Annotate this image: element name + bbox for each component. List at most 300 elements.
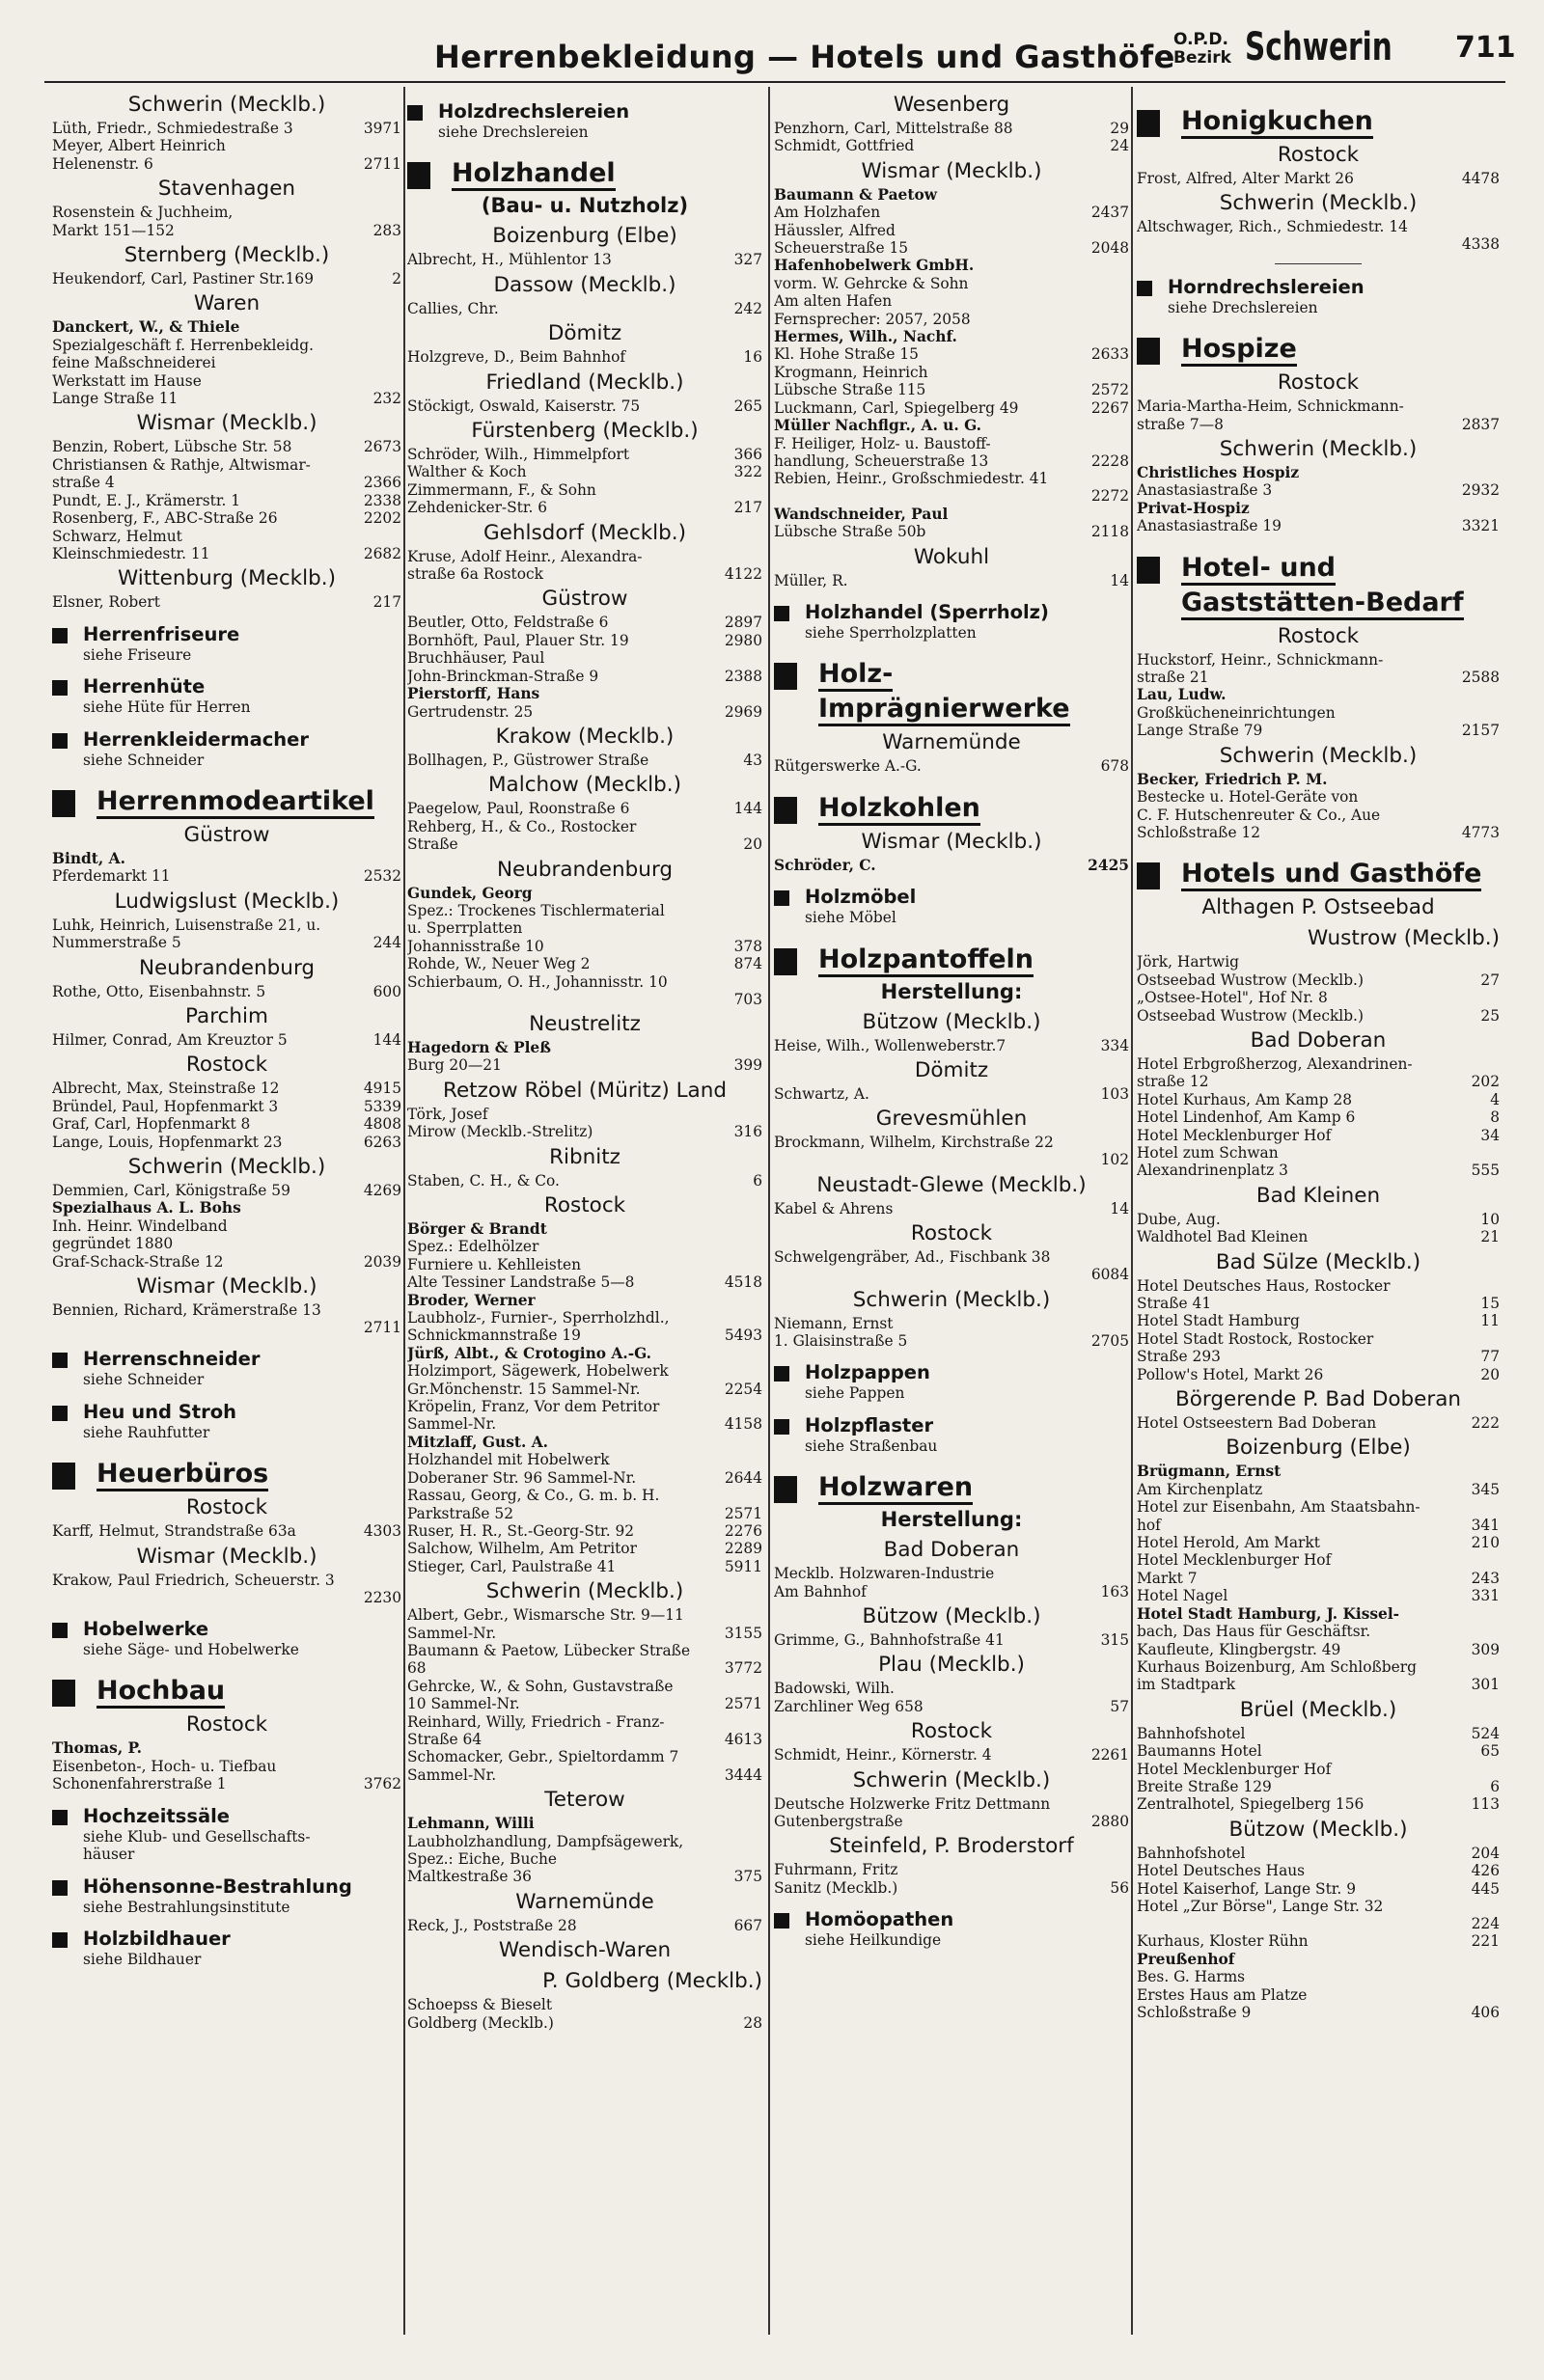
entry-text: Mecklb. Holzwaren-Industrie	[774, 1565, 995, 1583]
directory-entry	[407, 1106, 762, 1123]
city-heading: Wismar (Mecklb.)	[861, 829, 1042, 854]
entry-text: Brockmann, Wilhelm, Kirchstraße 22	[774, 1134, 1054, 1152]
entry-text: Brügmann, Ernst	[1137, 1463, 1282, 1481]
directory-entry	[1137, 704, 1500, 722]
city-heading: Neubrandenburg	[138, 955, 316, 980]
entry-text: Krogmann, Heinrich	[774, 363, 928, 381]
phone-number: 2366	[363, 474, 401, 492]
phone-number: 283	[372, 221, 401, 239]
directory-entry	[407, 1766, 762, 1784]
category-heading: Herrenschneider	[52, 1348, 401, 1371]
directory-entry	[407, 1123, 762, 1140]
entry-text: Spez.: Trockenes Tischlermaterial	[407, 901, 665, 919]
directory-entry	[407, 1434, 762, 1451]
entry-text: Börger & Brandt	[407, 1220, 547, 1238]
category-heading-text: Holzkohlen	[818, 793, 980, 826]
directory-entry	[52, 1301, 401, 1319]
directory-entry	[52, 492, 401, 509]
entry-text: Laubholz-, Furnier-, Sperrholzhdl.,	[407, 1309, 670, 1327]
entry-text: Pierstorff, Hans	[407, 685, 540, 703]
directory-entry	[407, 446, 762, 463]
phone-number: 378	[733, 937, 762, 955]
directory-entry	[774, 257, 1129, 274]
entry-text: Bründel, Paul, Hopfenmarkt 3	[52, 1097, 279, 1115]
city-heading: Waren	[193, 291, 261, 316]
phone-number: 3321	[1461, 517, 1500, 535]
entry-text: Bruchhäuser, Paul	[407, 649, 545, 668]
entry-text: Hotel Lindenhof, Am Kamp 6	[1137, 1108, 1356, 1127]
entry-text: Rassau, Georg, & Co., G. m. b. H.	[407, 1487, 660, 1505]
directory-entry	[1137, 500, 1500, 517]
directory-entry	[52, 354, 401, 371]
city-heading: Brüel (Mecklb.)	[1239, 1697, 1397, 1722]
phone-number: 3971	[363, 120, 401, 137]
entry-text: Baumann & Paetow, Lübecker Straße	[407, 1641, 691, 1659]
entry-text: 1. Glaisinstraße 5	[774, 1332, 908, 1350]
entry-text: Lange Straße 11	[52, 390, 179, 408]
city-heading: Schwerin (Mecklb.)	[485, 1579, 684, 1604]
phone-number: 65	[1480, 1742, 1500, 1761]
category-heading-text: Holzwaren	[818, 1472, 973, 1505]
entry-text: Werkstatt im Hause	[52, 371, 202, 390]
city-heading: Ludwigslust (Mecklb.)	[114, 889, 340, 914]
entry-text: im Stadtpark	[1137, 1676, 1236, 1694]
entry-text: Heukendorf, Carl, Pastiner Str.169	[52, 270, 314, 288]
entry-text: Am Kirchenplatz	[1137, 1480, 1263, 1498]
entry-text: Fernsprecher: 2057, 2058	[774, 310, 971, 328]
directory-entry	[1137, 669, 1500, 686]
entry-text: Straße 293	[1137, 1348, 1221, 1366]
directory-entry	[1137, 1127, 1500, 1144]
column-divider	[403, 87, 405, 2335]
entry-text: Dube, Aug.	[1137, 1210, 1221, 1228]
phone-number: 244	[372, 934, 401, 952]
directory-entry	[774, 1879, 1129, 1897]
see-reference: siehe Schneider	[83, 751, 205, 769]
entry-text: Scheuerstraße 15	[774, 239, 909, 258]
phone-number: 5493	[724, 1327, 762, 1345]
column-4	[1137, 89, 1500, 2332]
directory-entry	[1137, 1366, 1500, 1383]
entry-text: „Ostsee-Hotel", Hof Nr. 8	[1137, 989, 1328, 1007]
entry-text: Broder, Werner	[407, 1291, 536, 1309]
directory-entry	[774, 1746, 1129, 1764]
phone-number: 2532	[363, 867, 401, 886]
category-heading: Holzmöbel	[774, 886, 1129, 909]
directory-entry	[774, 364, 1129, 381]
city-heading: Grevesmühlen	[875, 1107, 1028, 1132]
city-heading: Bützow (Mecklb.)	[1228, 1817, 1408, 1842]
category-heading: Herrenhüte	[52, 675, 401, 698]
directory-entry	[407, 1398, 762, 1415]
entry-text: C. F. Hutschenreuter & Co., Aue	[1137, 806, 1381, 824]
directory-entry	[407, 481, 762, 499]
directory-entry	[52, 1115, 401, 1133]
category-heading-large	[52, 1674, 401, 1709]
directory-entry	[407, 348, 762, 366]
directory-entry	[52, 1758, 401, 1775]
directory-entry	[1137, 2004, 1500, 2021]
entry-text: u. Sperrplatten	[407, 919, 523, 938]
entry-text: Hotel Deutsches Haus, Rostocker	[1137, 1276, 1391, 1295]
phone-number: 2711	[363, 154, 401, 173]
directory-entry	[407, 885, 762, 902]
directory-entry	[52, 1098, 401, 1115]
header-rule	[44, 81, 1505, 83]
directory-entry	[774, 311, 1129, 328]
phone-number: 217	[372, 593, 401, 612]
directory-entry	[407, 1345, 762, 1362]
district-city: Schwerin	[1245, 25, 1392, 69]
phone-number: 103	[1100, 1084, 1129, 1103]
entry-text: Grimme, G., Bahnhofstraße 41	[774, 1631, 1005, 1650]
directory-entry	[52, 593, 401, 611]
directory-entry	[1137, 1778, 1500, 1795]
directory-entry	[1137, 1968, 1500, 1985]
directory-entry	[407, 938, 762, 955]
entry-text: Hotel Deutsches Haus	[1137, 1862, 1306, 1880]
district-label	[1173, 31, 1231, 68]
category-heading: Horndrechslereien	[1137, 276, 1500, 299]
entry-text: Bornhöft, Paul, Plauer Str. 19	[407, 631, 629, 649]
directory-entry	[774, 137, 1129, 154]
directory-entry	[1137, 1986, 1500, 2004]
city-heading: Dömitz	[547, 321, 622, 346]
directory-entry	[1137, 771, 1500, 788]
category-heading-text: Imprägnierwerke	[818, 694, 1070, 726]
directory-entry	[774, 1332, 1129, 1350]
phone-number: 2705	[1090, 1332, 1129, 1350]
entry-text: Müller, R.	[774, 571, 848, 589]
bezirk-label: Bezirk	[1173, 48, 1231, 68]
phone-number: 3155	[724, 1624, 762, 1642]
entry-text: Demmien, Carl, Königstraße 59	[52, 1182, 290, 1199]
sub-heading: Herstellung:	[880, 979, 1023, 1003]
directory-entry	[407, 1172, 762, 1190]
entry-text: Albrecht, Max, Steinstraße 12	[52, 1080, 280, 1098]
entry-text: Am Bahnhof	[774, 1582, 867, 1600]
category-heading-large	[407, 156, 762, 191]
entry-text: Rothe, Otto, Eisenbahnstr. 5	[52, 982, 266, 1000]
directory-entry	[407, 397, 762, 415]
entry-text: Albert, Gebr., Wismarsche Str. 9—11	[407, 1606, 684, 1625]
entry-text: Furniere u. Kehlleisten	[407, 1255, 582, 1273]
city-heading: Malchow (Mecklb.)	[488, 773, 681, 798]
directory-entry	[407, 1695, 762, 1712]
phone-number: 2633	[1090, 345, 1129, 364]
city-heading: Plau (Mecklb.)	[878, 1653, 1025, 1678]
directory-entry	[1137, 1228, 1500, 1245]
phone-number: 341	[1471, 1516, 1500, 1534]
phone-number: 2338	[363, 491, 401, 509]
directory-entry	[407, 668, 762, 685]
phone-number: 2969	[724, 702, 762, 721]
phone-number: 2202	[363, 509, 401, 528]
directory-entry	[774, 1698, 1129, 1715]
directory-entry	[407, 1868, 762, 1885]
category-heading-large	[1137, 586, 1500, 620]
phone-number: 3762	[363, 1775, 401, 1793]
directory-entry	[1137, 1880, 1500, 1898]
directory-entry	[1137, 1463, 1500, 1480]
directory-entry	[1137, 1795, 1500, 1813]
entry-text: Heise, Wilh., Wollenweberstr.7	[774, 1036, 1006, 1054]
directory-entry	[52, 155, 401, 173]
directory-entry	[774, 757, 1129, 775]
directory-entry	[1137, 1587, 1500, 1604]
directory-entry	[52, 1572, 401, 1589]
entry-text: Schomacker, Gebr., Spieltordamm 7	[407, 1748, 679, 1766]
entry-text: 10 Sammel-Nr.	[407, 1695, 520, 1713]
entry-text: hof	[1137, 1516, 1161, 1534]
entry-text: Helenenstr. 6	[52, 154, 153, 173]
entry-text: Meyer, Albert Heinrich	[52, 137, 226, 155]
directory-entry	[407, 649, 762, 667]
category-heading: Herrenkleidermacher	[52, 728, 401, 752]
entry-text: Schonenfahrerstraße 1	[52, 1775, 227, 1793]
phone-number: 2157	[1461, 722, 1500, 740]
directory-entry	[407, 1833, 762, 1850]
directory-entry	[1137, 1007, 1500, 1025]
city-heading: Schwerin (Mecklb.)	[852, 1287, 1051, 1312]
phone-number: 2571	[724, 1695, 762, 1713]
entry-text: Gehrcke, W., & Sohn, Gustavstraße	[407, 1677, 674, 1695]
city-heading: Schwerin (Mecklb.)	[1219, 437, 1418, 462]
directory-entry	[407, 1327, 762, 1344]
entry-text: Schnickmannstraße 19	[407, 1327, 581, 1345]
phone-number: 309	[1471, 1640, 1500, 1658]
entry-text: Deutsche Holzwerke Fritz Dettmann	[774, 1794, 1051, 1813]
directory-entry	[407, 251, 762, 268]
phone-number: 600	[372, 982, 401, 1000]
phone-number: 4613	[724, 1730, 762, 1748]
directory-entry	[774, 572, 1129, 589]
phone-number: 57	[1110, 1697, 1129, 1715]
entry-text: Bes. G. Harms	[1137, 1968, 1246, 1986]
directory-entry	[407, 1505, 762, 1522]
directory-entry	[1137, 989, 1500, 1006]
city-heading: Wendisch-Waren	[498, 1938, 672, 1963]
category-heading: Herrenfriseure	[52, 623, 401, 646]
directory-entry	[52, 1217, 401, 1235]
see-reference: siehe Bildhauer	[83, 1950, 202, 1968]
category-heading-text: Herrenmodeartikel	[96, 786, 374, 819]
phone-number: 265	[733, 397, 762, 415]
directory-entry	[407, 818, 762, 835]
see-reference: siehe Bestrahlungsinstitute	[83, 1898, 290, 1916]
city-heading: Rostock	[1277, 370, 1360, 396]
entry-text: Pferdemarkt 11	[52, 867, 171, 886]
city-heading: Schwerin (Mecklb.)	[1219, 743, 1418, 768]
category-heading-text: Hochbau	[96, 1676, 225, 1709]
category-heading: Höhensonne-Bestrahlung	[52, 1875, 401, 1899]
city-heading: Gehlsdorf (Mecklb.)	[482, 520, 686, 545]
directory-entry	[52, 1522, 401, 1540]
entry-text: Schwelgengräber, Ad., Fischbank 38	[774, 1248, 1051, 1267]
phone-number: 102	[1100, 1151, 1129, 1169]
see-reference: siehe Hüte für Herren	[83, 698, 251, 717]
directory-entry	[1137, 953, 1500, 971]
entry-text: Bahnhofshotel	[1137, 1844, 1246, 1862]
category-heading-text: Hospize	[1181, 334, 1297, 367]
phone-number: 2228	[1090, 451, 1129, 470]
category-heading: Holzbildhauer	[52, 1928, 401, 1951]
entry-text: Hotel Stadt Hamburg	[1137, 1312, 1300, 1330]
entry-text: Hermes, Wilh., Nachf.	[774, 328, 957, 346]
directory-entry	[774, 292, 1129, 310]
category-heading: Holzhandel (Sperrholz)	[774, 601, 1129, 624]
directory-entry	[407, 632, 762, 649]
directory-entry	[774, 1267, 1129, 1284]
entry-text: Huckstorf, Heinr., Schnickmann-	[1137, 650, 1384, 669]
entry-text: Niemann, Ernst	[774, 1314, 894, 1332]
entry-text: vorm. W. Gehrcke & Sohn	[774, 274, 969, 292]
phone-number: 301	[1471, 1676, 1500, 1694]
entry-text: Inh. Heinr. Windelband	[52, 1217, 228, 1235]
phone-number: 703	[733, 990, 762, 1008]
directory-entry	[407, 1056, 762, 1074]
entry-text: Burg 20—21	[407, 1056, 502, 1075]
entry-text: Rosenstein & Juchheim,	[52, 204, 234, 222]
directory-entry	[52, 390, 401, 407]
phone-number: 2425	[1088, 856, 1129, 874]
entry-text: Parkstraße 52	[407, 1504, 514, 1522]
entry-text: Zarchliner Weg 658	[774, 1697, 924, 1715]
directory-entry	[407, 1642, 762, 1659]
category-heading-text: Hotel- und	[1181, 553, 1336, 586]
phone-number: 2673	[363, 438, 401, 456]
directory-entry	[52, 1134, 401, 1151]
directory-entry	[774, 452, 1129, 470]
entry-text: Zimmermann, F., & Sohn	[407, 480, 596, 499]
entry-text: Baumanns Hotel	[1137, 1742, 1262, 1761]
entry-text: Luckmann, Carl, Spiegelberg 49	[774, 398, 1019, 417]
city-heading: Schwerin (Mecklb.)	[127, 93, 326, 117]
city-heading: Schwerin (Mecklb.)	[1219, 191, 1418, 216]
directory-entry	[52, 372, 401, 390]
phone-number: 2276	[724, 1521, 762, 1540]
entry-text: Zehdenicker-Str. 6	[407, 499, 548, 517]
category-heading: Hobelwerke	[52, 1618, 401, 1641]
entry-text: Holzimport, Sägewerk, Hobelwerk	[407, 1362, 669, 1381]
directory-entry	[52, 1199, 401, 1217]
entry-text: Markt 7	[1137, 1569, 1198, 1587]
phone-number: 56	[1110, 1878, 1129, 1897]
directory-entry	[1137, 1348, 1500, 1365]
category-heading-text: Honigkuchen	[1181, 106, 1373, 139]
directory-entry	[774, 1037, 1129, 1054]
entry-text: bach, Das Haus für Geschäftsr.	[1137, 1623, 1371, 1641]
directory-entry	[774, 1200, 1129, 1217]
entry-text: Hotel Kaiserhof, Lange Str. 9	[1137, 1879, 1356, 1898]
phone-number: 163	[1100, 1582, 1129, 1600]
directory-entry	[1137, 686, 1500, 703]
entry-text: Baumann & Paetow	[774, 185, 937, 204]
column-1	[52, 89, 401, 2332]
entry-text: Sammel-Nr.	[407, 1765, 497, 1784]
directory-entry	[407, 1850, 762, 1868]
directory-entry	[1137, 824, 1500, 841]
entry-text: Hotel „Zur Börse", Lange Str. 32	[1137, 1897, 1384, 1915]
directory-entry	[407, 2014, 762, 2032]
see-reference: häuser	[83, 1846, 135, 1864]
directory-entry	[1137, 1055, 1500, 1073]
directory-entry	[407, 1558, 762, 1575]
entry-text: Hotel zur Eisenbahn, Am Staatsbahn-	[1137, 1498, 1420, 1517]
directory-entry	[52, 337, 401, 354]
see-reference: siehe Drechslereien	[1168, 298, 1318, 316]
phone-number: 24	[1110, 137, 1129, 155]
phone-number: 2230	[363, 1588, 401, 1606]
directory-entry	[52, 204, 401, 221]
entry-text: Straße	[407, 835, 458, 854]
city-heading: Boizenburg (Elbe)	[492, 224, 677, 249]
directory-entry	[407, 1678, 762, 1695]
directory-entry	[774, 470, 1129, 487]
directory-entry	[774, 417, 1129, 434]
entry-text: Gr.Mönchenstr. 15 Sammel-Nr.	[407, 1380, 641, 1398]
entry-text: Maltkestraße 36	[407, 1868, 532, 1886]
directory-entry	[1137, 1570, 1500, 1587]
directory-entry	[52, 1235, 401, 1252]
entry-text: Sammel-Nr.	[407, 1624, 497, 1642]
directory-entry	[1137, 1073, 1500, 1090]
directory-entry	[407, 800, 762, 817]
entry-text: Hotel Erbgroßherzog, Alexandrinen-	[1137, 1054, 1413, 1073]
entry-text: Hotel Mecklenburger Hof	[1137, 1126, 1332, 1144]
directory-entry	[774, 399, 1129, 417]
directory-entry	[407, 955, 762, 972]
city-heading: Retzow Röbel (Müritz) Land	[442, 1078, 728, 1103]
entry-text: straße 21	[1137, 669, 1209, 687]
entry-text: Straße 41	[1137, 1295, 1212, 1312]
city-heading: Sternberg (Mecklb.)	[124, 243, 330, 268]
directory-entry	[1137, 788, 1500, 806]
city-heading: Wismar (Mecklb.)	[136, 1274, 317, 1299]
phone-number: 3772	[724, 1659, 762, 1678]
city-heading: Schwerin (Mecklb.)	[852, 1767, 1051, 1792]
directory-entry	[407, 752, 762, 769]
directory-entry	[407, 902, 762, 919]
category-heading-text: Gaststätten-Bedarf	[1181, 588, 1464, 620]
phone-number: 242	[733, 299, 762, 317]
directory-entry	[1137, 1898, 1500, 1915]
sub-heading: (Bau- u. Nutzholz)	[481, 194, 689, 218]
directory-entry	[407, 614, 762, 631]
entry-text: Schmidt, Gottfried	[774, 137, 915, 155]
category-heading-text: Holzhandel	[452, 158, 616, 191]
entry-text: Lübsche Straße 50b	[774, 523, 926, 541]
directory-entry	[52, 1080, 401, 1097]
phone-number: 2289	[724, 1540, 762, 1558]
entry-text: Karff, Helmut, Strandstraße 63a	[52, 1522, 296, 1541]
city-heading: Steinfeld, P. Broderstorf	[829, 1834, 1074, 1859]
category-heading: Hochzeitssäle	[52, 1805, 401, 1828]
entry-text: handlung, Scheuerstraße 13	[774, 451, 989, 470]
directory-entry	[52, 456, 401, 474]
sub-heading: Herstellung:	[880, 1508, 1023, 1532]
page-header	[39, 25, 1516, 79]
phone-number: 232	[372, 390, 401, 408]
phone-number: 322	[733, 463, 762, 481]
entry-text: Erstes Haus am Platze	[1137, 1985, 1308, 2004]
phone-number: 3444	[724, 1765, 762, 1784]
phone-number: 2571	[724, 1504, 762, 1522]
directory-entry	[52, 137, 401, 154]
entry-text: Hotel Mecklenburger Hof	[1137, 1551, 1332, 1570]
directory-entry	[774, 120, 1129, 137]
directory-entry	[52, 1253, 401, 1271]
